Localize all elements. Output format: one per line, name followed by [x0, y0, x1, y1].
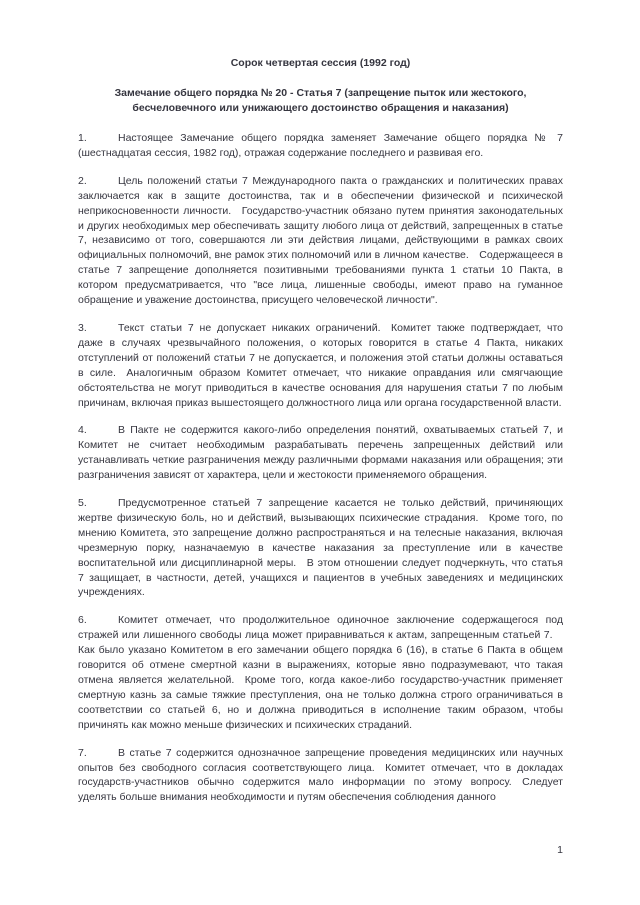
- paragraph-3-text: Текст статьи 7 не допускает никаких ограничений. Комитет также подтверждает, что даже в случаях чрезвычайного положения, о которых говорится в статье 4 Пакта, никаких отступлений от положений статьи 7 не допускается, и положения этой статьи должны оставаться в силе. Аналогичным образом Комитет отмечает, что никакие оправдания или смягчающие обстоятельства не могут приводиться в качестве основания для нарушения статьи 7 по любым причинам, включая приказ вышестоящего должностного лица или органа государственной власти.: [78, 321, 563, 409]
- paragraph-1-text: Настоящее Замечание общего порядка заменяет Замечание общего порядка № 7 (шестнадцатая сессия, 1982 год), отражая содержание последнего и развивая его.: [78, 132, 563, 159]
- paragraph-6: [78, 613, 563, 732]
- page-number: 1: [557, 844, 563, 856]
- session-heading: Сорок четвертая сессия (1992 год): [230, 57, 411, 69]
- paragraph-3: [78, 321, 563, 410]
- paragraph-3-number: 3.: [78, 321, 87, 334]
- paragraph-7-text: В статье 7 содержится однозначное запрещение проведения медицинских или научных опытов без свободного согласия соответствующего лица. Комитет отмечает, что в докладах государств-участников обычно содержится мало информации по этому вопросу. Следует уделять больше внимания необходимости и путям обеспечения соблюдения данного: [78, 746, 563, 804]
- paragraph-2-text: Цель положений статьи 7 Международного пакта о гражданских и политических правах заключается как в защите достоинства, так и в обеспечении физической и психической неприкосновенности личности. Государство-участник обязано путем принятия законодательных и других необходимых мер обеспечивать защиту любого лица от действий, запрещенных в статье 7, независимо от того, совершаются ли эти действия лицами, действующими в рамках своих официальных полномочий, вне рамок этих полномочий или в личном качестве. Содержащееся в статье 7 запрещение дополняется позитивными требованиями пункта 1 статьи 10 Пакта, в котором предусматривается, что "все лица, лишенные свободы, имеют право на гуманное обращение и уважение достоинства, присущего человеческой личности".: [78, 174, 563, 307]
- paragraph-5: [78, 496, 563, 600]
- paragraph-6-text: Комитет отмечает, что продолжительное одиночное заключение содержащегося под стражей или лишенного свободы лица может приравниваться к актам, запрещенным статьей 7. Как было указано Комитетом в его замечании общего порядка 6 (16), в статье 6 Пакта в общем говорится об отмене смертной казни в выражениях, которые явно подразумевают, что такая отмена является желательной. Кроме того, когда какое-либо государство-участник применяет смертную казнь за самые тяжкие преступления, она не только должна строго ограничиваться в соответствии со статьей 6, но и должна приводиться в исполнение таким образом, чтобы причинять как можно меньше физических и психических страданий.: [78, 614, 563, 731]
- paragraph-1-number: 1.: [78, 132, 87, 144]
- paragraph-4: [78, 423, 563, 483]
- paragraph-4-number: 4.: [78, 424, 87, 437]
- paragraph-4-text: В Пакте не содержится какого-либо определения понятий, охватываемых статьей 7, и Комитет не считает необходимым разрабатывать перечень запрещенных действий или устанавливать четкие разграничения между различными формами наказания или обращения; эти разграничения зависят от характера, цели и жестокости применяемого обращения.: [78, 424, 563, 482]
- paragraph-7-number: 7.: [78, 746, 87, 759]
- paragraph-6-number: 6.: [78, 614, 87, 627]
- paragraph-5-number: 5.: [78, 497, 87, 510]
- paragraph-7: [78, 746, 563, 806]
- document-title: Замечание общего порядка № 20 - Статья 7 (запрещение пыток или жестокого, бесчеловечного или унижающего достоинство обращения и наказания): [114, 87, 527, 114]
- paragraph-2-number: 2.: [78, 174, 87, 187]
- paragraph-5-text: Предусмотренное статьей 7 запрещение касается не только действий, причиняющих жертве физическую боль, но и действий, вызывающих психические страдания. Кроме того, по мнению Комитета, это запрещение должно распространяться и на телесные наказания, включая чрезмерную порку, назначаемую в качестве наказания за преступление или в качестве воспитательной или дисциплинарной меры. В этом отношении следует подчеркнуть, что статья 7 защищает, в частности, детей, учащихся и пациентов в учебных заведениях и медицинских учреждениях.: [78, 497, 563, 599]
- paragraph-1: [78, 131, 563, 161]
- paragraph-2: [78, 174, 563, 308]
